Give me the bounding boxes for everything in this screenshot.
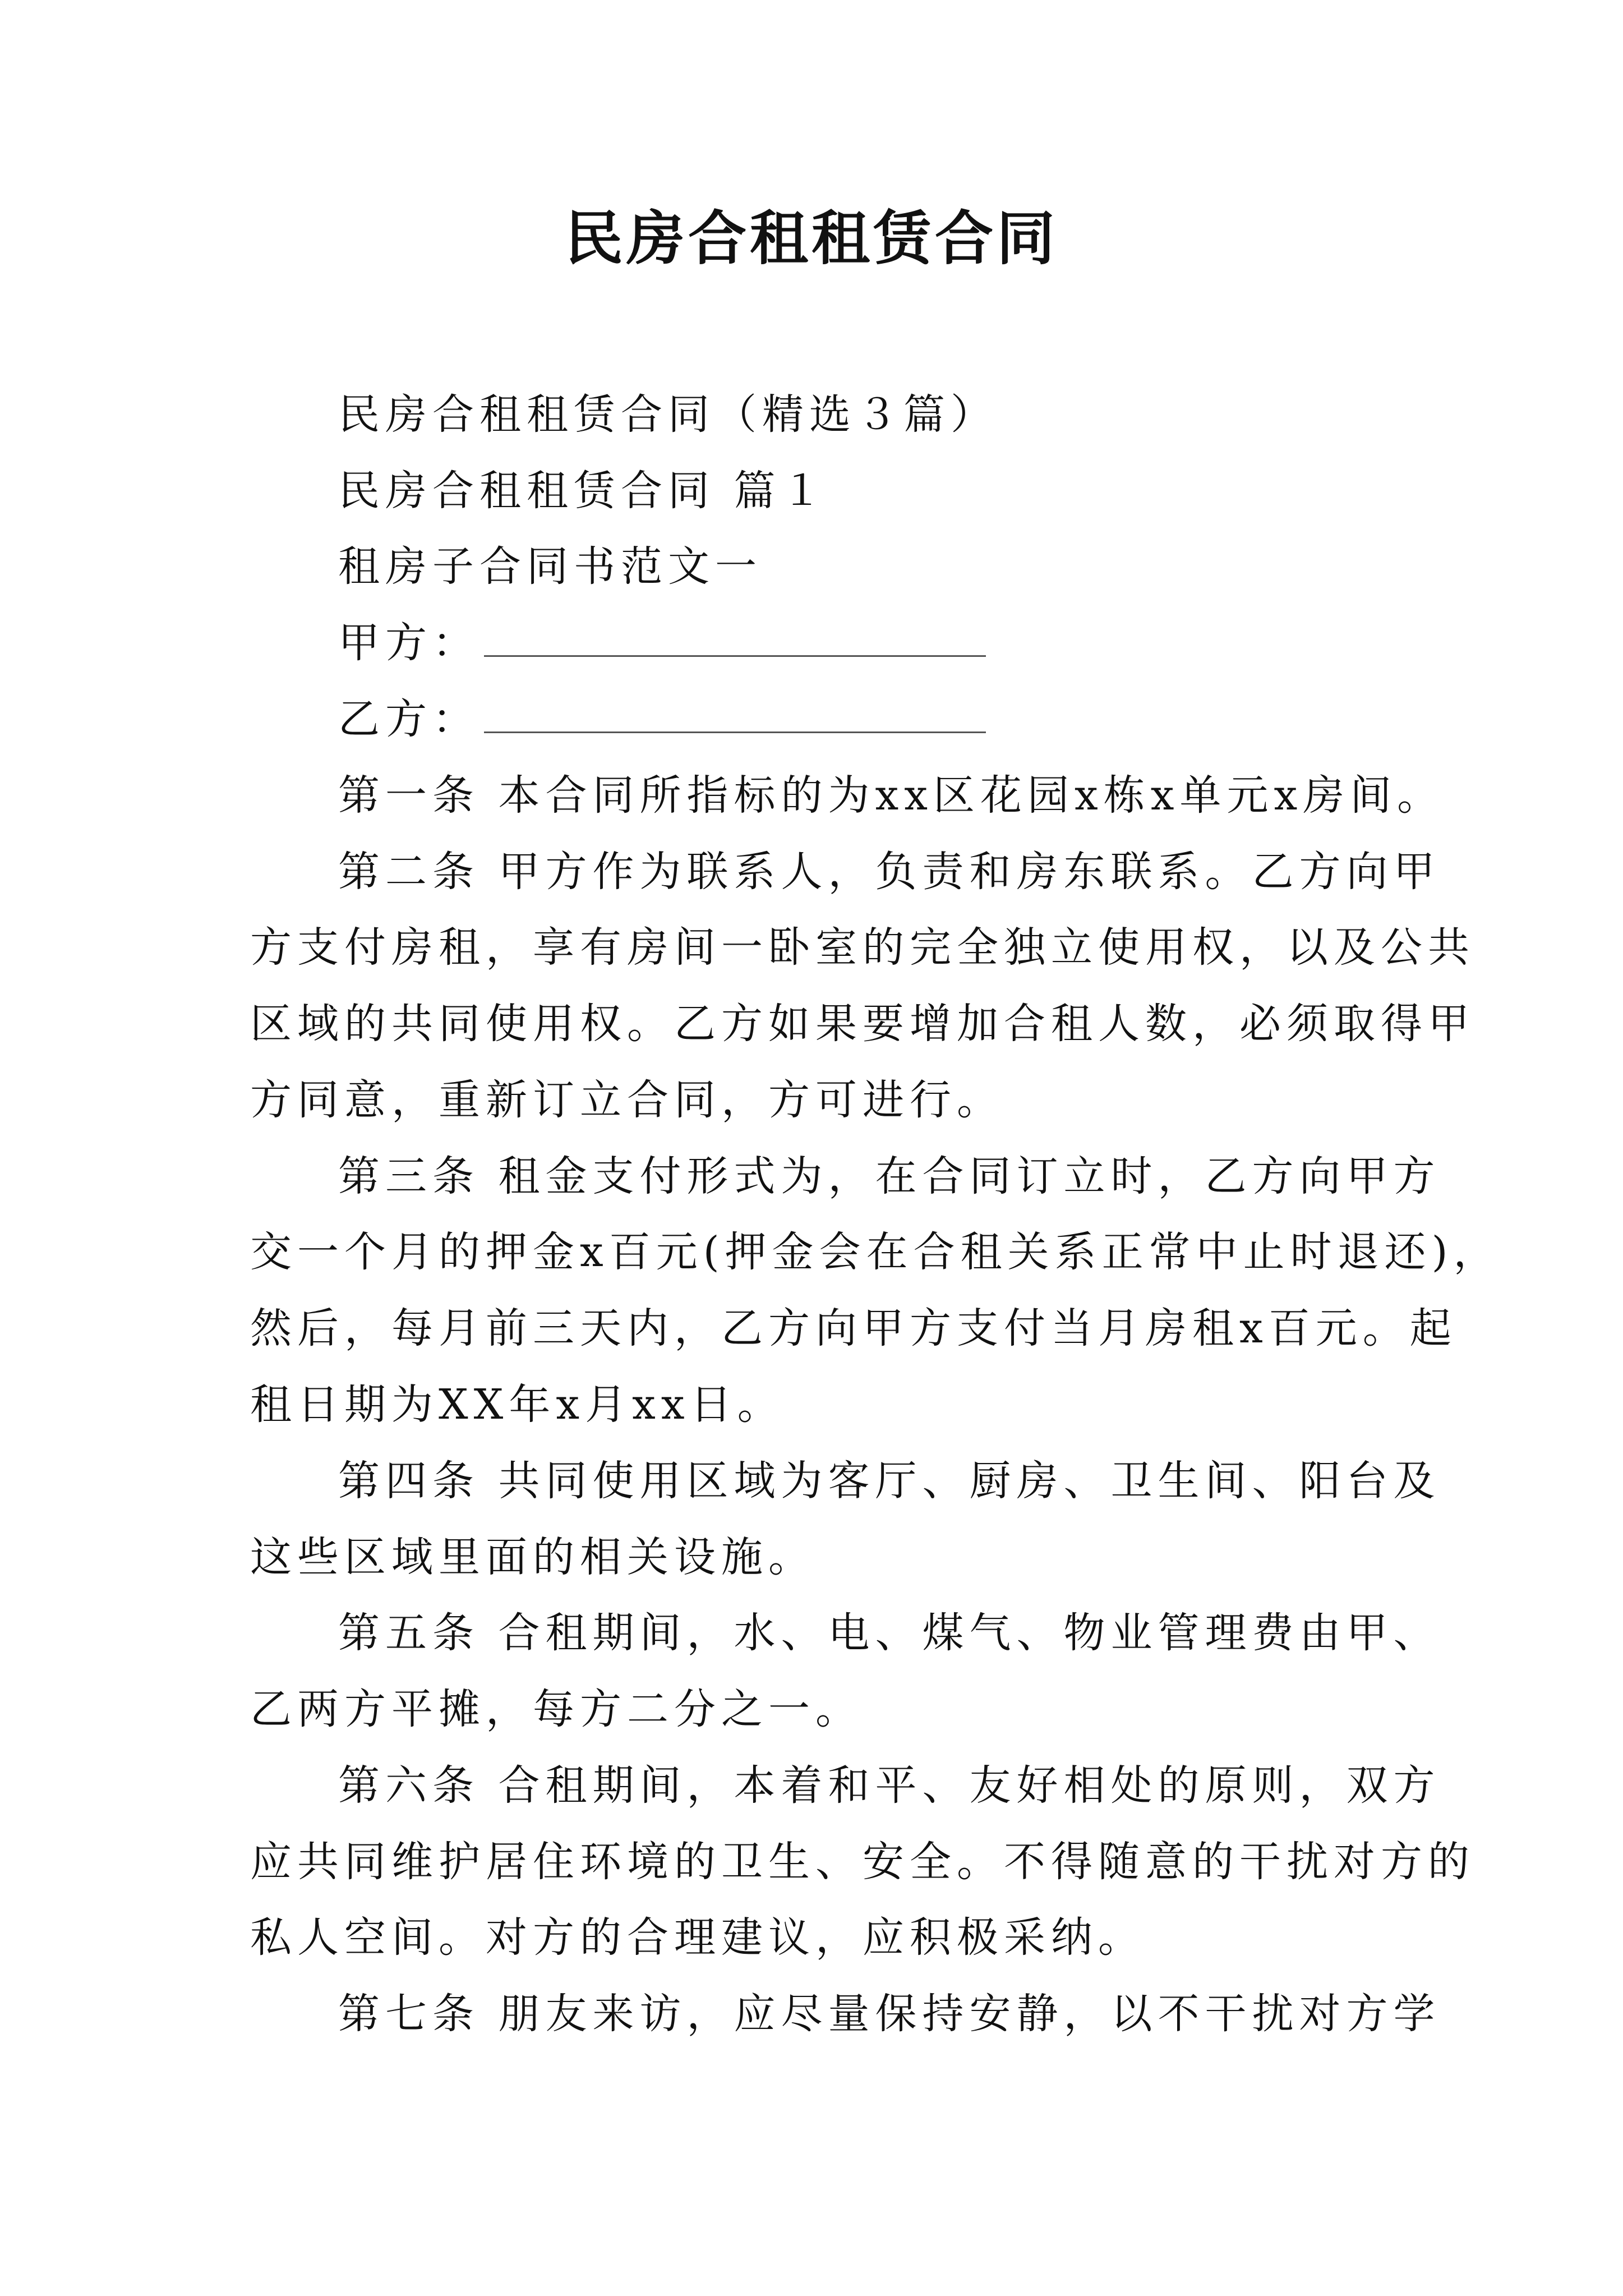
- article-6-line-2: 应共同维护居住环境的卫生、安全。不得随意的干扰对方的: [250, 1838, 1475, 1886]
- party-b-label: 乙方：: [338, 695, 479, 743]
- article-2-line-2: 方支付房租，享有房间一卧室的完全独立使用权，以及公共: [250, 923, 1475, 972]
- article-5-line-1: 第五条 合租期间，水、电、煤气、物业管理费由甲、: [338, 1609, 1441, 1657]
- party-b-row: [338, 691, 986, 747]
- article-6-line-1: 第六条 合租期间，本着和平、友好相处的原则，双方: [338, 1761, 1441, 1810]
- article-3-line-2: 交一个月的押金x百元(押金会在合租关系正常中止时退还)，: [250, 1228, 1501, 1276]
- article-2-line-4: 方同意，重新订立合同，方可进行。: [250, 1076, 1004, 1124]
- party-a-blank-line: [484, 653, 986, 657]
- article-3-line-4: 租日期为XX年x月xx日。: [250, 1381, 785, 1429]
- document-subtitle: 民房合租租赁合同（精选３篇）: [338, 390, 998, 439]
- article-5-line-2: 乙两方平摊，每方二分之一。: [250, 1685, 863, 1733]
- party-a-row: [338, 615, 986, 671]
- document-title: 民房合租租赁合同: [564, 204, 1058, 273]
- party-a-label: 甲方：: [338, 619, 479, 667]
- party-b-blank-line: [484, 729, 986, 733]
- article-3-line-3: 然后，每月前三天内，乙方向甲方支付当月房租x百元。起: [250, 1304, 1457, 1352]
- sample-heading: 租房子合同书范文一: [338, 542, 762, 591]
- article-1-line-1: 第一条 本合同所指标的为xx区花园x栋x单元x房间。: [338, 771, 1445, 820]
- article-7-line-1: 第七条 朋友来访，应尽量保持安静，以不干扰对方学: [338, 1990, 1441, 2038]
- article-6-line-3: 私人空间。对方的合理建议，应积极采纳。: [250, 1913, 1145, 1962]
- article-2-line-3: 区域的共同使用权。乙方如果要增加合租人数，必须取得甲: [250, 1000, 1475, 1048]
- article-4-line-2: 这些区域里面的相关设施。: [250, 1533, 815, 1581]
- section-heading: 民房合租租赁合同 篇１: [338, 467, 828, 515]
- article-4-line-1: 第四条 共同使用区域为客厅、厨房、卫生间、阳台及: [338, 1457, 1441, 1505]
- article-3-line-1: 第三条 租金支付形式为，在合同订立时，乙方向甲方: [338, 1152, 1441, 1200]
- article-2-line-1: 第二条 甲方作为联系人，负责和房东联系。乙方向甲: [338, 848, 1441, 896]
